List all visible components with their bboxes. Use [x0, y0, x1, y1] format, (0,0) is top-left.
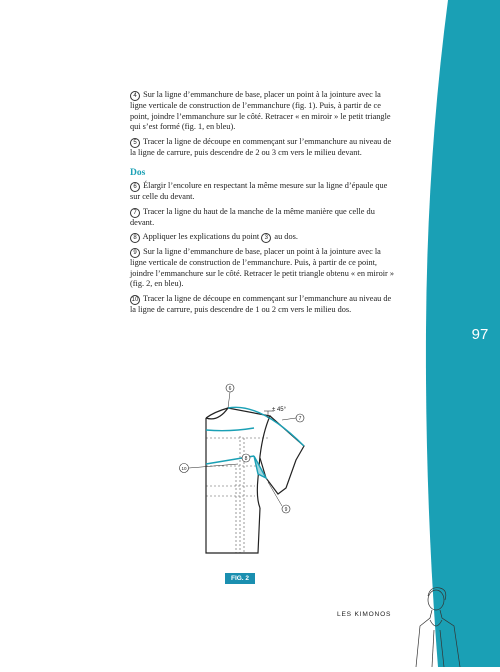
callout-10: 10 — [181, 466, 187, 471]
paragraph-text: Tracer la ligne de découpe en commençant sur l’emmanchure au niveau de la ligne de carrure, puis descendre de 2 ou 3 cm vers le milieu devant. — [130, 136, 392, 157]
step-number: 9 — [130, 248, 140, 258]
paragraph-text: Tracer la ligne du haut de la manche de la même manière que celle du devant. — [130, 206, 375, 227]
step-number: 4 — [130, 91, 140, 101]
callout-6: 6 — [228, 386, 232, 392]
paragraph-4 — [130, 90, 395, 133]
paragraph-6 — [130, 181, 395, 203]
fashion-illustration — [412, 586, 464, 667]
paragraph-8 — [130, 232, 395, 243]
paragraph-text: Sur la ligne d’emmanchure de base, placer un point à la jointure avec la ligne verticale de construction de l’emmanchure. Puis, à partir de ce point, joindre l’emmanchure sur le côté. Retracer le petit triangle obtenu « en miroir » (fig. 2, en bleu). — [130, 247, 395, 289]
callout-9: 9 — [284, 507, 288, 513]
paragraph-text: Sur la ligne d’emmanchure de base, placer un point à la jointure avec la ligne verticale de construction de l’emmanchure (fig. 1). Puis, à partir de ce point, joindre l’emmanchure sur le côté. Retracer « en miroir » le petit triangle qui s’est formé (fig. 1, en bleu). — [130, 90, 391, 132]
paragraph-text: Élargir l’encolure en respectant la même mesure sur la ligne d’épaule que sur celle du devant. — [130, 180, 388, 201]
step-number: 10 — [131, 296, 139, 303]
paragraph-text: Tracer la ligne de découpe en commençant sur l’emmanchure au niveau de la ligne de carrure, puis descendre de 1 ou 2 cm vers le milieu dos. — [130, 293, 392, 314]
step-number: 8 — [130, 233, 140, 243]
paragraph-10 — [130, 294, 395, 316]
paragraph-text-tail: au dos. — [274, 232, 298, 242]
paragraph-text: Appliquer les explications du point — [142, 232, 260, 242]
step-reference: 3 — [261, 233, 271, 243]
paragraph-5 — [130, 137, 395, 159]
callout-8: 8 — [244, 456, 248, 462]
step-number: 6 — [130, 182, 140, 192]
step-number: 5 — [130, 138, 140, 148]
paragraph-9 — [130, 247, 395, 290]
callout-7: 7 — [298, 416, 302, 422]
step-number: 7 — [130, 208, 140, 218]
angle-annotation: ± 45° — [272, 407, 287, 413]
page-number: 97 — [471, 326, 489, 343]
paragraph-7 — [130, 207, 395, 229]
section-heading: Dos — [130, 168, 146, 179]
instructions-text — [130, 90, 395, 320]
figure-label: FIG. 2 — [225, 573, 255, 584]
chapter-title: LES KIMONOS — [337, 611, 392, 618]
pattern-diagram — [170, 378, 350, 563]
